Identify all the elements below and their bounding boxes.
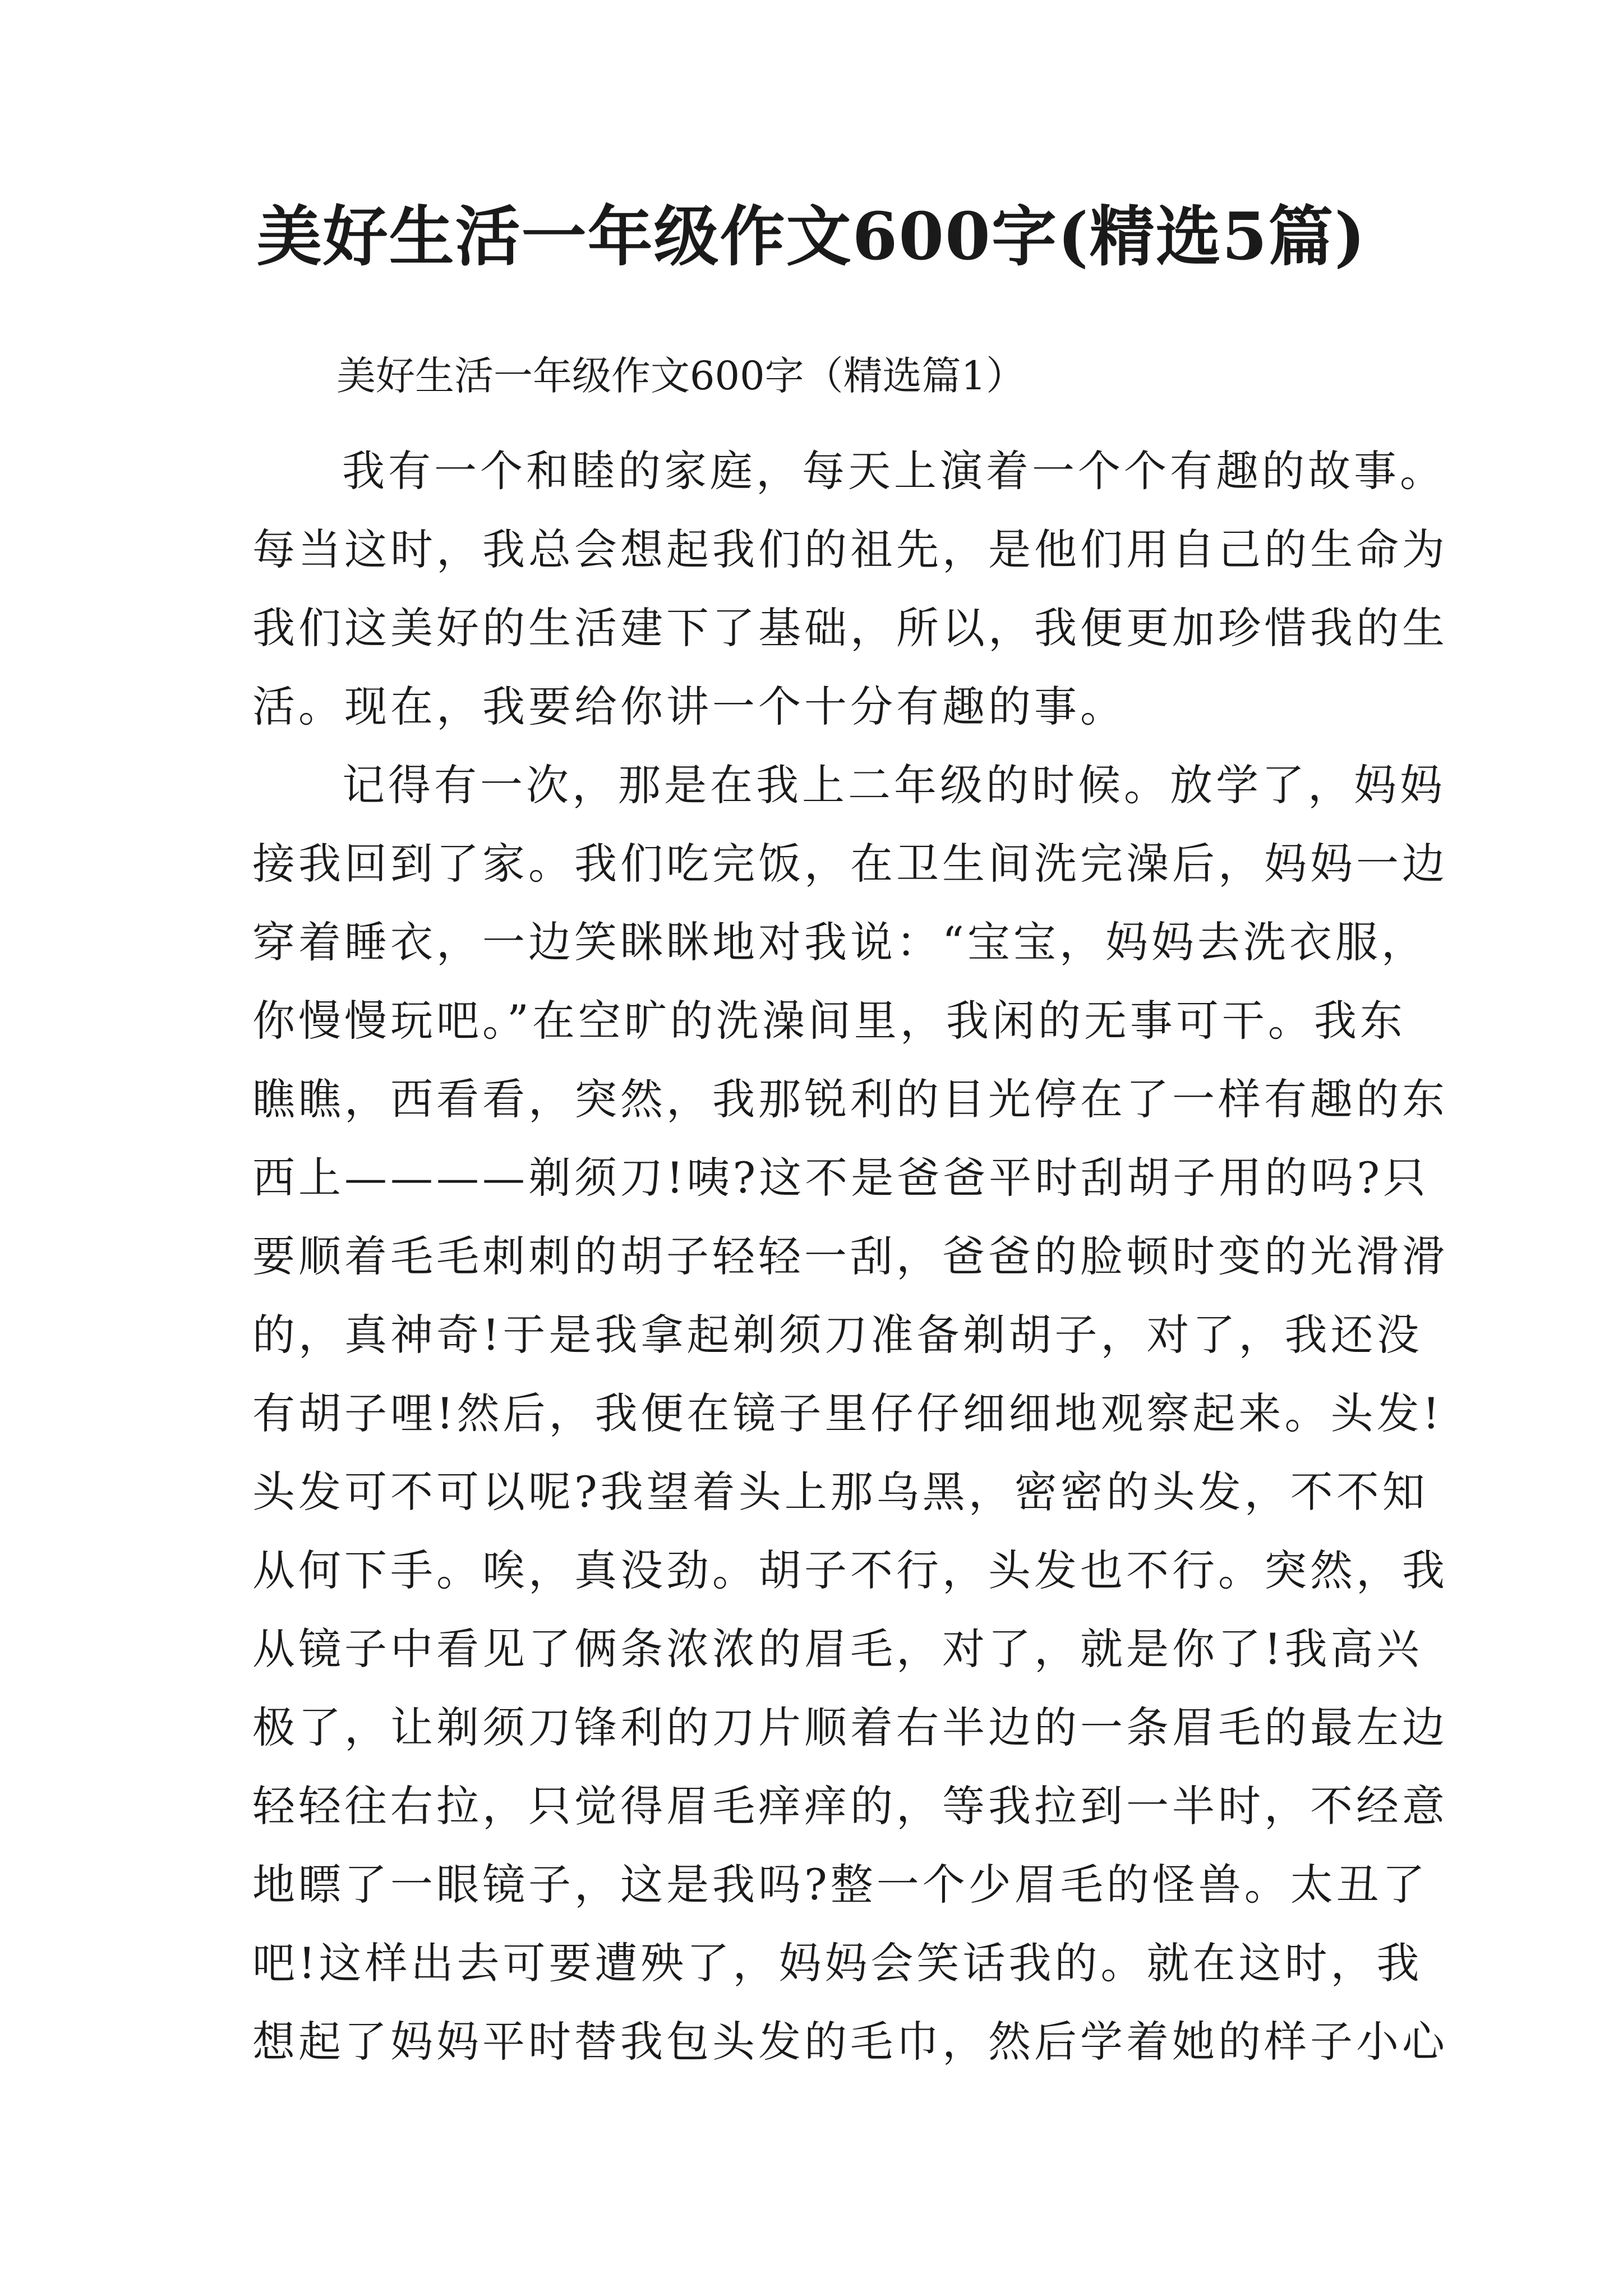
section-heading: 美好生活一年级作文600字（精选篇1）	[336, 353, 1026, 399]
essay-line: 想起了妈妈平时替我包头发的毛巾，然后学着她的样子小心	[252, 2017, 1448, 2067]
essay-line: 吧!这样出去可要遭殃了，妈妈会笑话我的。就在这时，我	[252, 1938, 1423, 1988]
document-title: 美好生活一年级作文600字(精选5篇)	[256, 199, 1367, 275]
essay-line: 从镜子中看见了俩条浓浓的眉毛，对了，就是你了!我高兴	[252, 1624, 1423, 1674]
essay-line: 记得有一次，那是在我上二年级的时候。放学了，妈妈	[342, 760, 1446, 810]
essay-line: 轻轻往右拉，只觉得眉毛痒痒的，等我拉到一半时，不经意	[252, 1781, 1448, 1831]
essay-line: 有胡子哩!然后，我便在镜子里仔仔细细地观察起来。头发!	[252, 1388, 1444, 1438]
essay-line: 西上————剃须刀!咦?这不是爸爸平时刮胡子用的吗?只	[252, 1153, 1430, 1203]
essay-line: 要顺着毛毛刺刺的胡子轻轻一刮，爸爸的脸顿时变的光滑滑	[252, 1231, 1448, 1281]
essay-line: 我们这美好的生活建下了基础，所以，我便更加珍惜我的生	[252, 603, 1448, 653]
essay-line: 极了，让剃须刀锋利的刀片顺着右半边的一条眉毛的最左边	[252, 1703, 1448, 1752]
essay-line: 瞧瞧，西看看，突然，我那锐利的目光停在了一样有趣的东	[252, 1074, 1448, 1124]
essay-line: 穿着睡衣，一边笑眯眯地对我说：“宝宝，妈妈去洗衣服，	[252, 917, 1427, 967]
essay-line: 地瞟了一眼镜子，这是我吗?整一个少眉毛的怪兽。太丑了	[252, 1860, 1428, 1910]
essay-line: 活。现在，我要给你讲一个十分有趣的事。	[252, 682, 1126, 731]
essay-line: 我有一个和睦的家庭，每天上演着一个个有趣的故事。	[342, 446, 1446, 496]
essay-body	[252, 432, 1448, 2081]
essay-line: 每当这时，我总会想起我们的祖先，是他们用自己的生命为	[252, 524, 1448, 574]
essay-line: 从何下手。唉，真没劲。胡子不行，头发也不行。突然，我	[252, 1545, 1448, 1595]
essay-line: 的，真神奇!于是我拿起剃须刀准备剃胡子，对了，我还没	[252, 1310, 1423, 1360]
essay-line: 接我回到了家。我们吃完饭，在卫生间洗完澡后，妈妈一边	[252, 839, 1448, 889]
essay-line: 你慢慢玩吧。”在空旷的洗澡间里，我闲的无事可干。我东	[252, 996, 1406, 1046]
essay-line: 头发可不可以呢?我望着头上那乌黑，密密的头发，不不知	[252, 1467, 1428, 1517]
